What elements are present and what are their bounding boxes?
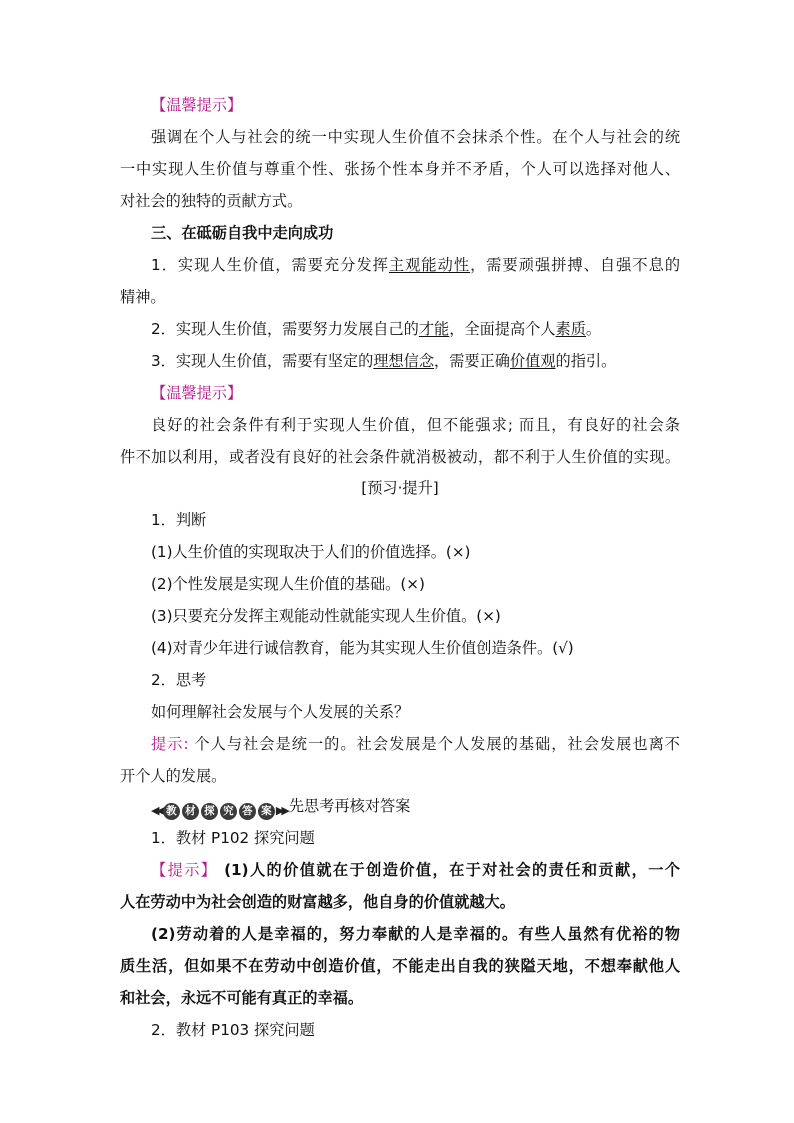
badge-char: 答 <box>239 803 256 820</box>
textbook-p103: 2．教材 P103 探究问题 <box>151 1021 315 1039</box>
left-arrows-icon: ◀◀ <box>151 804 162 817</box>
hint-label: 【提示】 <box>151 861 218 879</box>
think-heading: 2．思考 <box>151 671 207 689</box>
badge-suffix: 先思考再核对答案 <box>288 797 411 815</box>
answer1-line-2: 人在劳动中为社会创造的财富越多，他自身的价值就越大。 <box>120 893 515 911</box>
preview-title: [预习·提升] <box>361 479 439 497</box>
right-arrows-icon: ▶▶ <box>275 804 287 817</box>
tip1-line-2: 一中实现人生价值与尊重个性、张扬个性本身并不矛盾，个人可以选择对他人、 <box>120 160 680 178</box>
answer1-line-1: 【提示】 (1)人的价值就在于创造价值，在于对社会的责任和贡献，一个 <box>151 861 680 879</box>
hint-label: 提示: <box>151 735 189 753</box>
badge-char: 探 <box>201 803 218 820</box>
tip-label-2: 【温馨提示】 <box>151 384 243 402</box>
tip-label-1: 【温馨提示】 <box>151 96 243 114</box>
textbook-p102: 1．教材 P102 探究问题 <box>151 829 315 847</box>
answer2-line-2: 质生活，但如果不在劳动中创造价值，不能走出自我的狭隘天地，不想奉献他人 <box>120 957 680 975</box>
badge-char: 究 <box>220 803 237 820</box>
section3-heading: 三、在砥砺自我中走向成功 <box>151 224 334 242</box>
think-hint-line-1: 提示: 个人与社会是统一的。社会发展是个人发展的基础，社会发展也离不 <box>151 735 680 753</box>
judge-q3: (3)只要充分发挥主观能动性就能实现人生价值。(×) <box>151 607 501 625</box>
textbook-answer-banner <box>151 796 680 821</box>
tip2-line-1: 良好的社会条件有利于实现人生价值，但不能强求; 而且，有良好的社会条 <box>151 416 680 434</box>
item3-line: 3．实现人生价值，需要有坚定的理想信念，需要正确价值观的指引。 <box>151 352 617 370</box>
answer2-line-1: (2)劳动着的人是幸福的，努力奉献的人是幸福的。有些人虽然有优裕的物 <box>151 925 680 943</box>
judge-q2: (2)个性发展是实现人生价值的基础。(×) <box>151 575 425 593</box>
think-question: 如何理解社会发展与个人发展的关系？ <box>151 703 410 721</box>
badge-char: 教 <box>163 803 180 820</box>
tip1-line-1: 强调在个人与社会的统一中实现人生价值不会抹杀个性。在个人与社会的统 <box>151 128 680 146</box>
tip1-line-3: 对社会的独特的贡献方式。 <box>120 192 303 210</box>
judge-q1: (1)人生价值的实现取决于人们的价值选择。(×) <box>151 543 471 561</box>
badge-char: 案 <box>258 803 275 820</box>
answer2-line-3: 和社会，永远不可能有真正的幸福。 <box>120 989 363 1007</box>
item2-line: 2．实现人生价值，需要努力发展自己的才能，全面提高个人素质。 <box>151 320 602 338</box>
item1-line-2: 精神。 <box>120 288 166 306</box>
item1-line-1: 1．实现人生价值，需要充分发挥主观能动性，需要顽强拼搏、自强不息的 <box>151 256 681 274</box>
judge-q4: (4)对青少年进行诚信教育，能为其实现人生价值创造条件。(√) <box>151 639 574 657</box>
judge-heading: 1．判断 <box>151 511 207 529</box>
badge-char: 材 <box>182 803 199 820</box>
tip2-line-2: 件不加以利用，或者没有良好的社会条件就消极被动，都不利于人生价值的实现。 <box>120 448 680 466</box>
textbook-answer-badge <box>151 801 287 821</box>
think-hint-line-2: 开个人的发展。 <box>120 767 227 785</box>
